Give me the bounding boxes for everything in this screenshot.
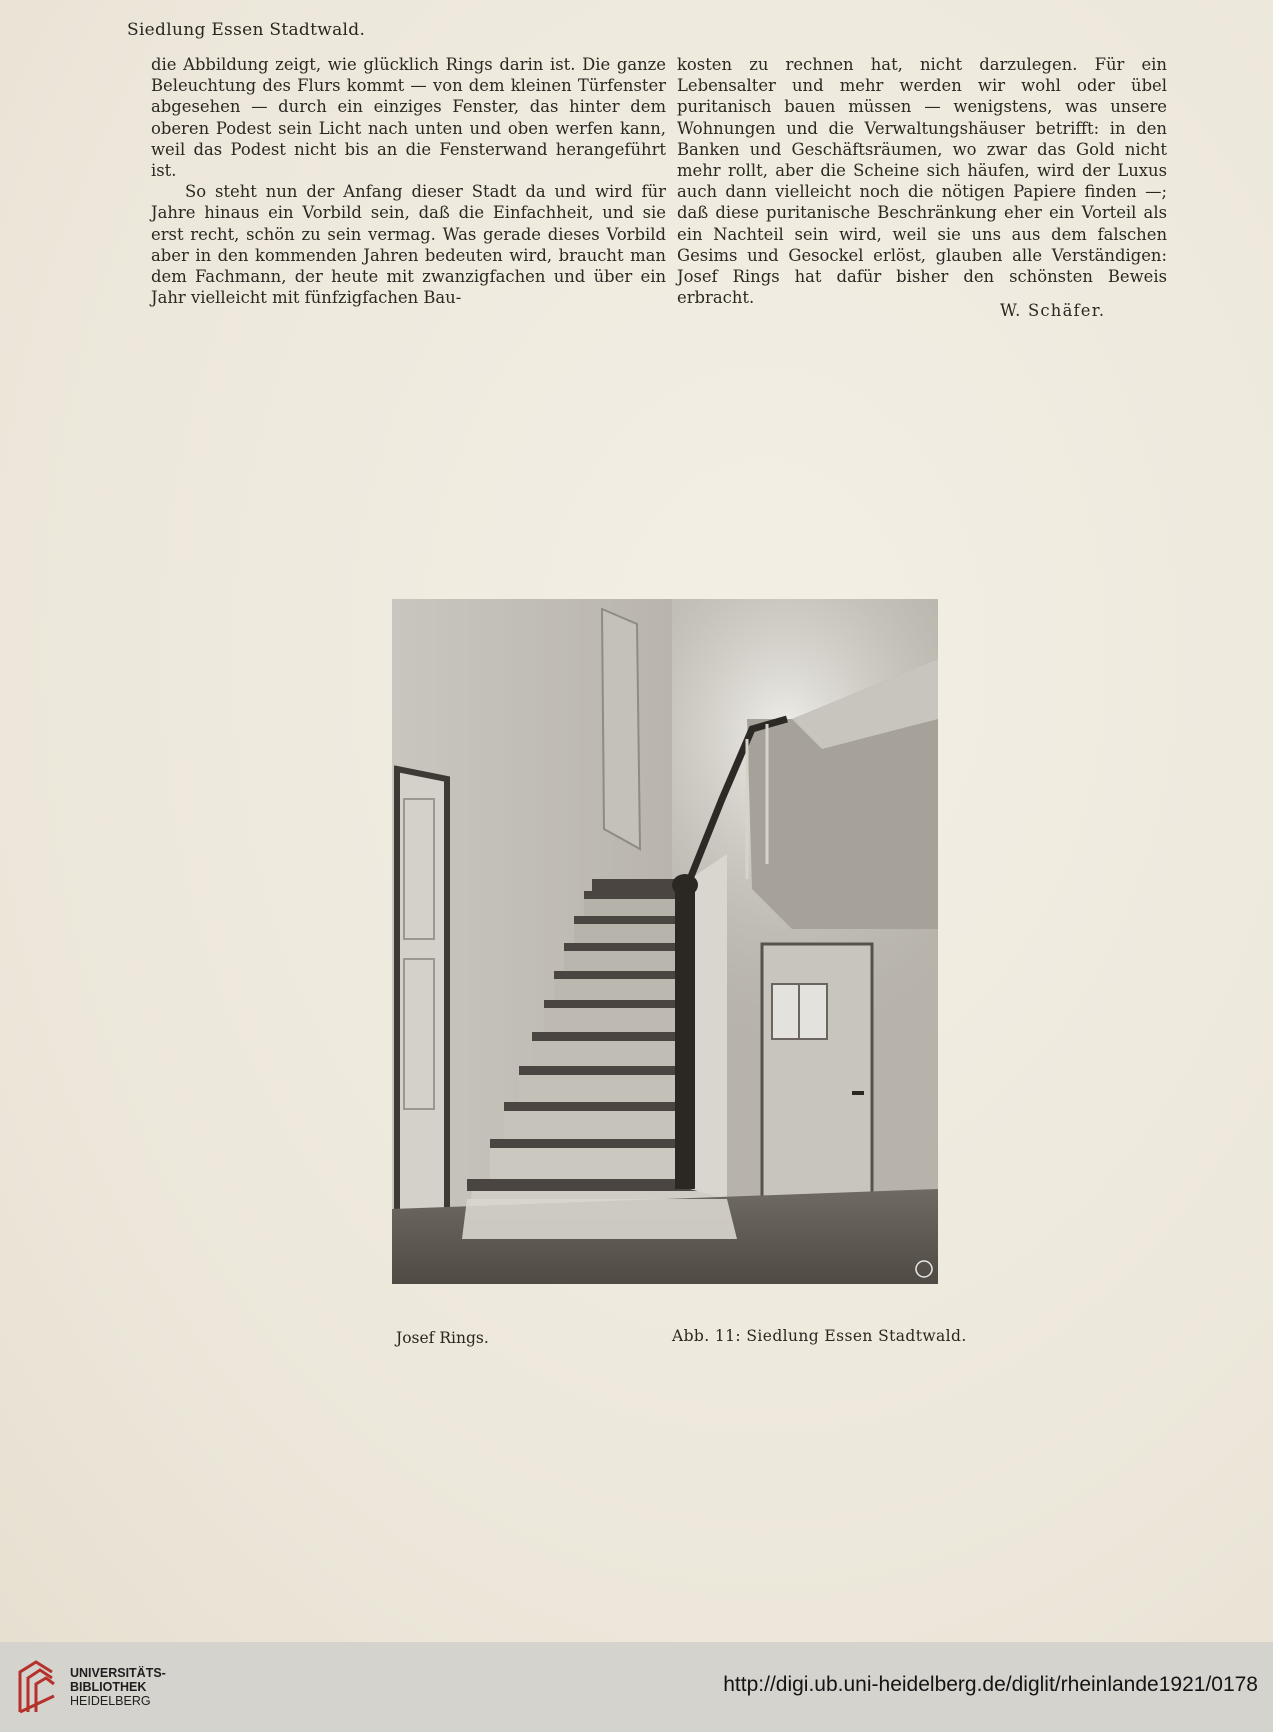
right-text-column — [677, 54, 1167, 308]
photo-caption-title: Abb. 11: Siedlung Essen Stadtwald. — [672, 1327, 967, 1345]
source-url-link[interactable]: http://digi.ub.uni-heidelberg.de/diglit/rheinlande1921/0178 — [723, 1673, 1258, 1696]
footer-bar — [0, 1642, 1273, 1732]
left-text-column — [151, 54, 666, 308]
library-logo-icon[interactable] — [16, 1656, 58, 1716]
staircase-photo — [392, 599, 938, 1284]
logo-line-2: BIBLIOTHEK — [70, 1680, 147, 1694]
left-paragraph-1: die Abbildung zeigt, wie glücklich Rings darin ist. Die ganze Beleuchtung des Flurs kommt — von dem kleinen Türfenster abgesehen — durch ein einziges Fenster, das hinter dem oberen Podest sein Licht nach unten und oben werfen kann, weil das Podest nicht bis an die Fensterwand herangeführt ist. — [151, 55, 666, 181]
left-paragraph-2: So steht nun der Anfang dieser Stadt da und wird für Jahre hinaus ein Vorbild sein, daß die Einfachheit, und sie erst recht, schön zu sein vermag. Was gerade dieses Vorbild aber in den kommenden Jahren bedeuten wird, braucht man dem Fachmann, der heute mit zwanzigfachen und über ein Jahr vielleicht mit fünfzigfachen Bau- — [151, 182, 666, 308]
logo-line-3: HEIDELBERG — [70, 1694, 151, 1708]
author-signature: W. Schäfer. — [1000, 301, 1106, 320]
running-head: Siedlung Essen Stadtwald. — [127, 20, 366, 40]
logo-line-1: UNIVERSITÄTS- — [70, 1666, 166, 1680]
library-logo-text[interactable] — [70, 1666, 166, 1708]
right-paragraph-1: kosten zu rechnen hat, nicht darzulegen. Für ein Lebensalter und mehr werden wir wohl oder übel puritanisch bauen müssen — wenigstens, was unsere Wohnungen und die Verwaltungshäuser betrifft: in den Banken und Geschäftsräumen, wo zwar das Gold nicht mehr rollt, aber die Scheine sich häufen, wird der Luxus auch dann vielleicht noch die nötigen Papiere finden —; daß diese puritanische Beschränkung eher ein Vorteil als ein Nachteil sein wird, weil sie uns aus dem falschen Gesims und Gesockel erlöst, glauben alle Verständigen: Josef Rings hat dafür bisher den schönsten Beweis erbracht. — [677, 55, 1167, 308]
photo-caption-author: Josef Rings. — [396, 1329, 489, 1347]
